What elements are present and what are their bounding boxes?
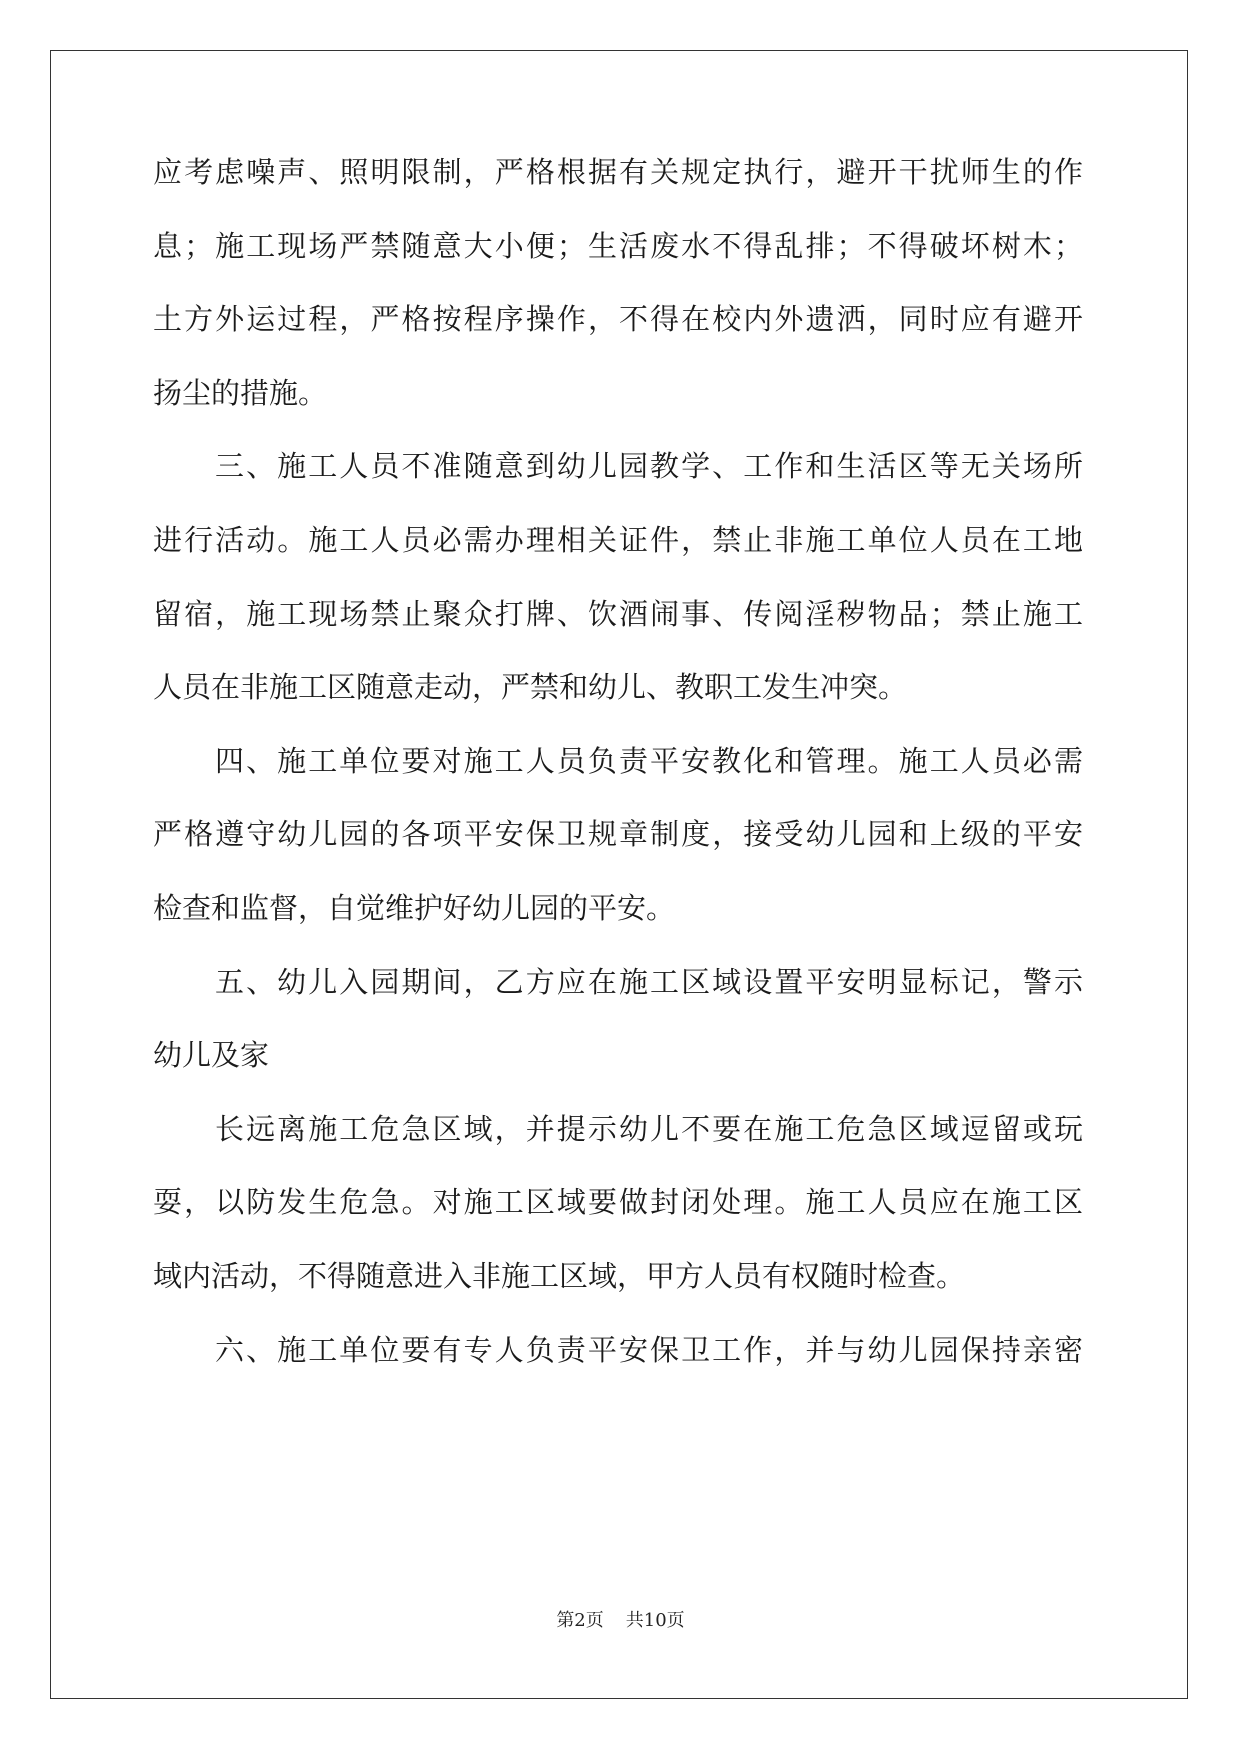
- text-line: 域内活动，不得随意进入非施工区域，甲方人员有权随时检查。: [153, 1259, 966, 1293]
- text-line: 严格遵守幼儿园的各项平安保卫规章制度，接受幼儿园和上级的平安: [153, 817, 1083, 852]
- text-line: 三、施工人员不准随意到幼儿园教学、工作和生活区等无关场所: [215, 449, 1083, 484]
- total-pages: 共10页: [625, 1610, 685, 1631]
- text-line: 扬尘的措施。: [153, 375, 328, 410]
- text-line: 耍，以防发生危急。对施工区域要做封闭处理。施工人员应在施工区: [153, 1185, 1083, 1220]
- text-line: 人员在非施工区随意走动，严禁和幼儿、教职工发生冲突。: [153, 670, 908, 705]
- text-line: 息；施工现场严禁随意大小便；生活废水不得乱排；不得破坏树木；: [153, 228, 1083, 263]
- text-line: 检查和监督，自觉维护好幼儿园的平安。: [153, 891, 676, 925]
- text-line: 留宿，施工现场禁止聚众打牌、饮酒闹事、传阅淫秽物品；禁止施工: [153, 596, 1083, 631]
- text-line: 五、幼儿入园期间，乙方应在施工区域设置平安明显标记，警示: [215, 964, 1083, 999]
- text-line: 六、施工单位要有专人负责平安保卫工作，并与幼儿园保持亲密: [215, 1332, 1083, 1367]
- text-line: 幼儿及家: [153, 1038, 270, 1073]
- text-line: 长远离施工危急区域，并提示幼儿不要在施工危急区域逗留或玩: [215, 1111, 1083, 1146]
- text-line: 四、施工单位要对施工人员负责平安教化和管理。施工人员必需: [215, 743, 1083, 778]
- text-line: 土方外运过程，严格按程序操作，不得在校内外遗洒，同时应有避开: [153, 302, 1083, 337]
- text-line: 进行活动。施工人员必需办理相关证件，禁止非施工单位人员在工地: [153, 523, 1083, 557]
- page-number: 第2页: [556, 1610, 604, 1631]
- text-line: 应考虑噪声、照明限制，严格根据有关规定执行，避开干扰师生的作: [153, 155, 1083, 189]
- page-frame: [50, 50, 1188, 1699]
- page-footer: [0, 1609, 1241, 1633]
